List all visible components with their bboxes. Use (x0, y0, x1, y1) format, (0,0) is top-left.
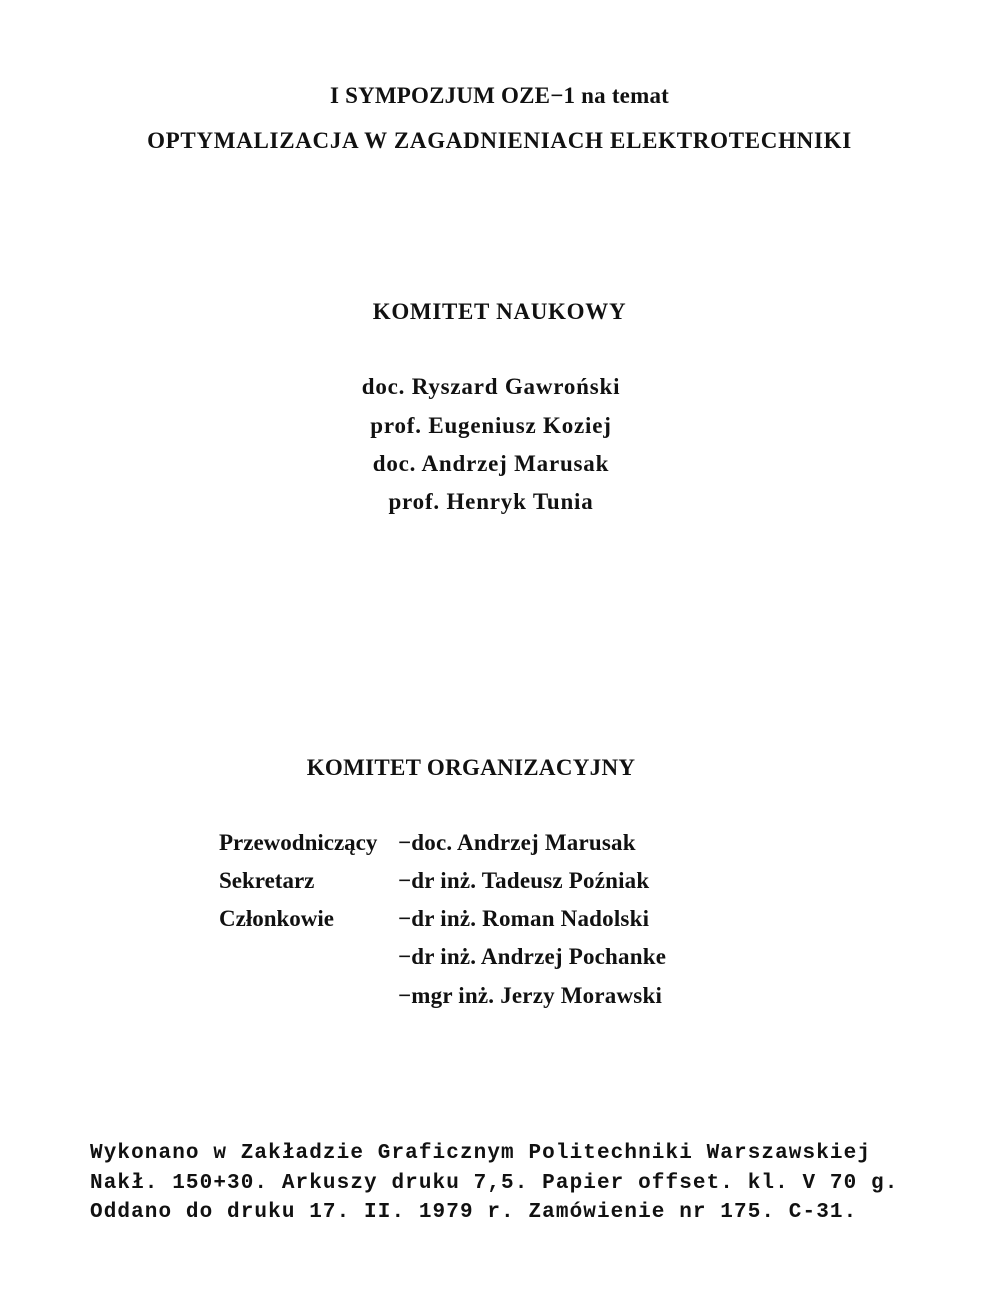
symposium-topic: OPTYMALIZACJA W ZAGADNIENIACH ELEKTROTECHNIKI (147, 128, 852, 153)
scientific-member: doc. Ryszard Gawroński (361, 374, 621, 399)
scientific-member: prof. Eugeniusz Koziej (370, 413, 612, 438)
organizing-person: −dr inż. Tadeusz Poźniak (398, 868, 650, 893)
organizing-person: −dr inż. Roman Nadolski (398, 906, 650, 931)
organizing-role: Członkowie (219, 906, 334, 931)
scientific-member: doc. Andrzej Marusak (372, 451, 610, 476)
scientific-member: prof. Henryk Tunia (388, 489, 594, 514)
imprint-line: Wykonano w Zakładzie Graficznym Politechniki Warszawskiej (90, 1142, 872, 1165)
imprint-line: Nakł. 150+30. Arkuszy druku 7,5. Papier offset. kl. V 70 g. (90, 1172, 899, 1195)
symposium-title: I SYMPOZJUM OZE−1 na temat (329, 83, 669, 108)
organizing-person: −dr inż. Andrzej Pochanke (398, 944, 667, 969)
organizing-role: Sekretarz (219, 868, 315, 893)
imprint-line: Oddano do druku 17. II. 1979 r. Zamówienie nr 175. C-31. (90, 1201, 858, 1224)
organizing-person: −doc. Andrzej Marusak (398, 830, 636, 855)
scientific-committee-heading: KOMITET NAUKOWY (372, 299, 627, 324)
organizing-committee-heading: KOMITET ORGANIZACYJNY (306, 755, 636, 780)
organizing-role: Przewodniczący (219, 830, 378, 855)
organizing-person: −mgr inż. Jerzy Morawski (398, 983, 663, 1008)
